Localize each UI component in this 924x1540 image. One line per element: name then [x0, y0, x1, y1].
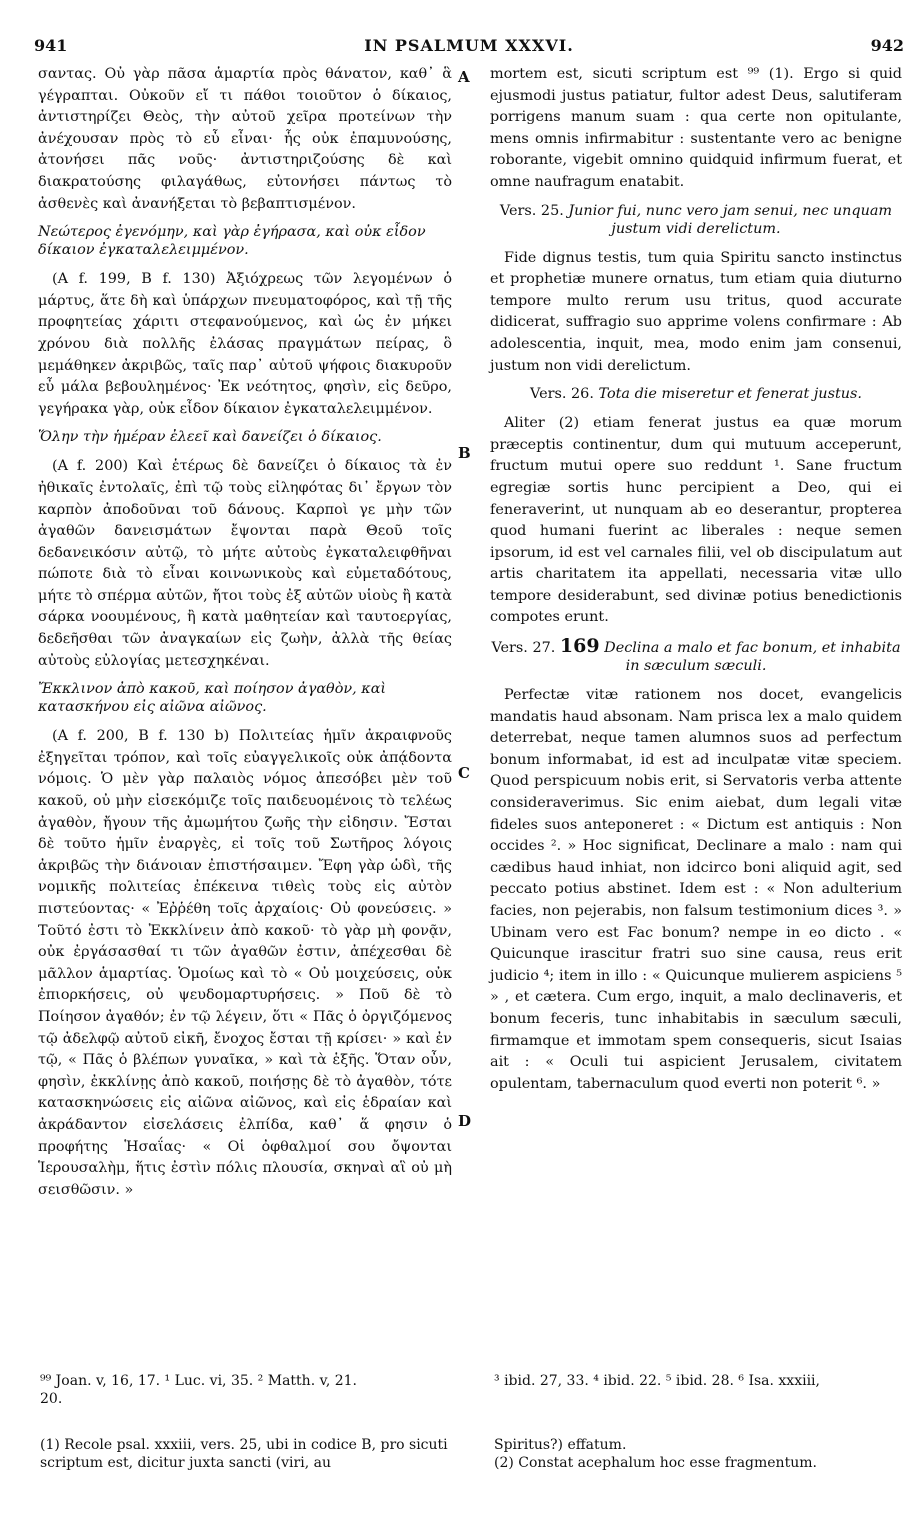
- running-title: IN PSALMUM XXXVI.: [364, 36, 574, 55]
- verse-25-label: Vers. 25.: [499, 202, 564, 219]
- reference-line-right: ³ ibid. 27, 33. ⁴ ibid. 22. ⁵ ibid. 28. ⁶ Isa. xxxiii,: [494, 1373, 820, 1389]
- references-left: [40, 1372, 490, 1408]
- column-number-169: 169: [559, 635, 600, 658]
- verse-26-text: Tota die miseretur et fenerat justus.: [598, 386, 862, 403]
- right-page-number: 942: [870, 36, 904, 55]
- references-right: [494, 1372, 904, 1390]
- footnote-1-continued: Spiritus?) effatum.: [494, 1437, 627, 1453]
- footnote-1: [40, 1436, 472, 1472]
- reference-line-left-continued: 20.: [40, 1391, 63, 1407]
- latin-paragraph-2: Fide dignus testis, tum quia Spiritu sancto instinctus et prophetiæ munere ornatus, tum etiam quia diuturno tempore multo rerum usu tritus, quod accurate didicerat, suffragio suo apprime volens confirmare : Ab adolescentia, inquit, mea, modo enim jam consenui, justum non vidi derelictum.: [490, 249, 902, 374]
- latin-column: [490, 64, 902, 1095]
- latin-verse-27-heading: [490, 637, 902, 675]
- greek-paragraph-4: (A f. 200, B f. 130 b) Πολιτείας ἡμῖν ἀκραιφνοῦς ἐξηγεῖται τρόπον, καὶ τοῖς εὐαγγελικοῖς οὐκ ἀπᾴδοντα νόμοις. Ὁ μὲν γὰρ παλαιὸς νόμος ἀπεσόβει μὲν τοῦ κακοῦ, οὐ μὴν εἰσεκόμιζε τοῖς παιδευομένοις τὸ τελέως ἀγαθὸν, ἤγουν τῆς ἀμωμήτου ζωῆς τὴν εἰδησιν. Ἔσται δὲ τοῦτο ἡμῖν ἐναργὲς, εἰ τοῖς τοῦ Σωτῆρος λόγοις ἀκριβῶς τὴν διάνοιαν ἐπιστήσαιμεν. Ἔφη γὰρ ὡδὶ, τῆς νομικῆς πολιτείας ἐπέκεινα τιθεὶς τοὺς εἰς αὐτὸν πιστεύοντας· « Ἐῤῥέθη τοῖς ἀρχαίοις· Οὐ φονεύσεις. » Τοῦτό ἐστι τὸ Ἐκκλίνειν ἀπὸ κακοῦ· τὸ γὰρ μὴ φονᾷν, οὐκ ἐργάσασθαί τι τῶν ἀγαθῶν ἐστιν, ἀπέχεσθαι δὲ μᾶλλον ἁμαρτίας. Ὁμοίως καὶ τὸ « Οὐ μοιχεύσεις, οὐκ ἐπιορκήσεις, οὐ ψευδομαρτυρήσεις. » Ποῦ δὲ τὸ Ποίησον ἀγαθόν; ἐν τῷ λέγειν, ὅτι « Πᾶς ὁ ὀργιζόμενος τῷ ἀδελφῷ αὐτοῦ εἰκῆ, ἔνοχος ἔσται τῇ κρίσει· » καὶ ἐν τῷ, « Πᾶς ὁ βλέπων γυναῖκα, » καὶ τὰ ἑξῆς. Ὅταν οὖν, φησὶν, ἐκκλίνῃς ἀπὸ κακοῦ, ποιήσῃς δὲ τὸ ἀγαθὸν, τότε κατασκηνώσεις εἰς αἰῶνα αἰῶνος, καὶ εἰς ἑδραίαν καὶ ἀκράδαντον εἰσελάσεις ἐλπίδα, καθ᾽ ἅ φησιν ὁ προφήτης Ἡσαΐας· « Οἱ ὀφθαλμοί σου ὄψονται Ἱερουσαλὴμ, ἥτις ἐστὶν πόλις πλουσία, σκηναὶ αἳ οὐ μὴ σεισθῶσιν. »: [38, 728, 452, 1198]
- latin-paragraph-4: Perfectæ vitæ rationem nos docet, evangelicis mandatis haud absonam. Nam prisca lex a malo quidem deterrebat, neque tamen alumnos suos ad perfectum bonum informabat, id est ad inculpatæ vitæ speciem. Quod perspicuum nobis erit, si Servatoris verba attente consideraverimus. Sic enim aiebat, dum legali vitæ fideles suos anteponeret : « Dictum est antiquis : Non occides ². » Hoc significat, Declinare a malo : nam qui cædibus haud inhiat, non idcirco boni aliquid agit, sed peccato potius abstinet. Idem est : « Non adulterium facies, non pejerabis, non falsum testimonium dices ³. » Ubinam vero est Fac bonum? nempe in eo dicto . « Quicunque irascitur fratri suo sine causa, reus erit judicio ⁴; item in illo : « Quicunque mulierem aspiciens ⁵ » , et cætera. Cum ergo, inquit, a malo declinaveris, et bonum feceris, tunc inhabitabis in sæculum sæculi, firmamque et immotam spem consequeris, sicut Isaias ait : « Oculi tui aspicient Jerusalem, civitatem opulentam, tabernaculum quod everti non poterit ⁶. »: [490, 687, 902, 1092]
- verse-27-text: Declina a malo et fac bonum, et inhabita in sæculum sæculi.: [604, 640, 901, 675]
- greek-verse-25-heading: Νεώτερος ἐγενόμην, καὶ γὰρ ἐγήρασα, καὶ οὐκ εἶδον δίκαιον ἐγκαταλελειμμένον.: [38, 224, 426, 259]
- margin-letter-d: D: [458, 1112, 472, 1130]
- running-header: [34, 36, 904, 60]
- reference-line-left: ⁹⁹ Joan. v, 16, 17. ¹ Luc. vi, 35. ² Matth. v, 21.: [40, 1373, 358, 1389]
- verse-25-text: Junior fui, nunc vero jam senui, nec unquam justum vidi derelictum.: [568, 202, 893, 237]
- margin-letter-c: C: [458, 764, 470, 782]
- greek-column: [38, 64, 452, 1201]
- latin-verse-26-heading: [490, 385, 902, 403]
- verse-26-label: Vers. 26.: [530, 386, 594, 403]
- greek-verse-27-heading: Ἔκκλινον ἀπὸ κακοῦ, καὶ ποίησον ἀγαθὸν, καὶ κατασκήνου εἰς αἰῶνα αἰῶνος.: [38, 681, 387, 716]
- latin-paragraph-1: mortem est, sicuti scriptum est ⁹⁹ (1). Ergo si quid ejusmodi justus patiatur, fultor adest Deus, salutiferam porrigens manum suam : qua certe non opitulante, mens omnis infirmabitur : sustentante vero ac benigne roborante, vigebit omnino quidquid infirmum fuerat, et omne naufragum enatabit.: [490, 66, 902, 190]
- left-page-number: 941: [34, 36, 68, 55]
- greek-paragraph-3: (A f. 200) Καὶ ἑτέρως δὲ δανείζει ὁ δίκαιος τὰ ἐν ἠθικαῖς ἐντολαῖς, ἐπὶ τῷ τοὺς εἰληφότας δι᾽ ἔργων τὸν καρπὸν ἀποδοῦναι τοῦ δάνους. Καρποὶ γε μὴν τῶν ἀγαθῶν δανεισμάτων ἔψονται παρὰ Θεοῦ τοῖς δεδανεικόσιν αὐτῷ, τὸ μήτε αὐτοὺς ἐγκαταλειφθῆναι πώποτε διὰ τὸ εἶναι κοινωνικοὺς καὶ εὐμεταδότους, μήτε τὸ σπέρμα αὐτῶν, ἤτοι τοὺς ἐξ αὐτῶν υἱοὺς ἢ κατὰ σάρκα νοουμένους, ἢ κατὰ μαθητείαν καὶ ταυτοεργίας, δεδεῆσθαι τῶν ἀναγκαίων εἰς ζωὴν, ἀλλὰ τῆς θείας αὐτοὺς εὐλογίας μετεσχηκέναι.: [38, 458, 452, 669]
- verse-27-label: Vers. 27.: [491, 640, 556, 657]
- latin-verse-25-heading: [490, 202, 902, 238]
- footnote-1-text: (1) Recole psal. xxxiii, vers. 25, ubi in codice B, pro sicuti scriptum est, dicitur juxta sancti (viri, au: [40, 1437, 448, 1471]
- footnotes-right: [494, 1436, 904, 1472]
- greek-paragraph-2: (A f. 199, B f. 130) Ἀξιόχρεως τῶν λεγομένων ὁ μάρτυς, ἅτε δὴ καὶ ὑπάρχων πνευματοφόρος, καὶ τῇ τῆς προφητείας χάριτι στεφανούμενος, καὶ ὡς ἐν μήκει χρόνου διὰ πολλῆς ἐλάσας πραγμάτων πείρας, ὃ μεμάθηκεν ἀκριβῶς, ταῖς παρ᾽ αὐτοῦ ψήφοις διακυροῦν εὖ μάλα βεβουλημένος· Ἐκ νεότητος, φησὶν, εἰς δεῦρο, γεγήρακα γὰρ, οὐκ εἶδον δίκαιον ἐγκαταλελειμμένον.: [38, 271, 452, 417]
- footnote-2: (2) Constat acephalum hoc esse fragmentum.: [494, 1455, 817, 1471]
- greek-paragraph-1: σαντας. Οὐ γὰρ πᾶσα ἁμαρτία πρὸς θάνατον, καθ᾽ ἃ γέγραπται. Οὐκοῦν εἴ τι πάθοι τοιοῦτον ὁ δίκαιος, ἀντιστηρίζει Θεὸς, τὴν αὐτοῦ χεῖρα προτείνων τὴν ἀνέχουσαν πρὸς τὸ εὖ εἶναι· ἧς οὐκ ἐπαμυνούσης, ἀτονήσει πᾶς νοῦς· ἀντιστηριζούσης δὲ καὶ διακρατούσης φιλαγάθως, εὐτονήσει πάντως τὸ ἀσθενὲς καὶ ἀνανήξεται τὸ βεβαπτισμένον.: [38, 66, 452, 212]
- margin-letter-a: A: [458, 68, 470, 86]
- greek-verse-26-heading: Ὅλην τὴν ἡμέραν ἐλεεῖ καὶ δανείζει ὁ δίκαιος.: [38, 429, 382, 446]
- margin-letter-b: B: [458, 444, 471, 462]
- latin-paragraph-3: Aliter (2) etiam fenerat justus ea quæ morum præceptis continentur, dum qui mutuum acceperunt, fructum mutui opere suo reddunt ¹. Sane fructum egregiæ sortis hunc percipient a Deo, qui ei feneraverint, ut nunquam ab eo deserantur, propterea quod humani fuerint ac liberales : neque semen ipsorum, id est vel carnales filii, vel ob discipulatum aut artis charitatem ita appellati, necessaria vitæ ullo tempore desiderabunt, sed divinæ potius benedictionis compotes erunt.: [490, 415, 902, 626]
